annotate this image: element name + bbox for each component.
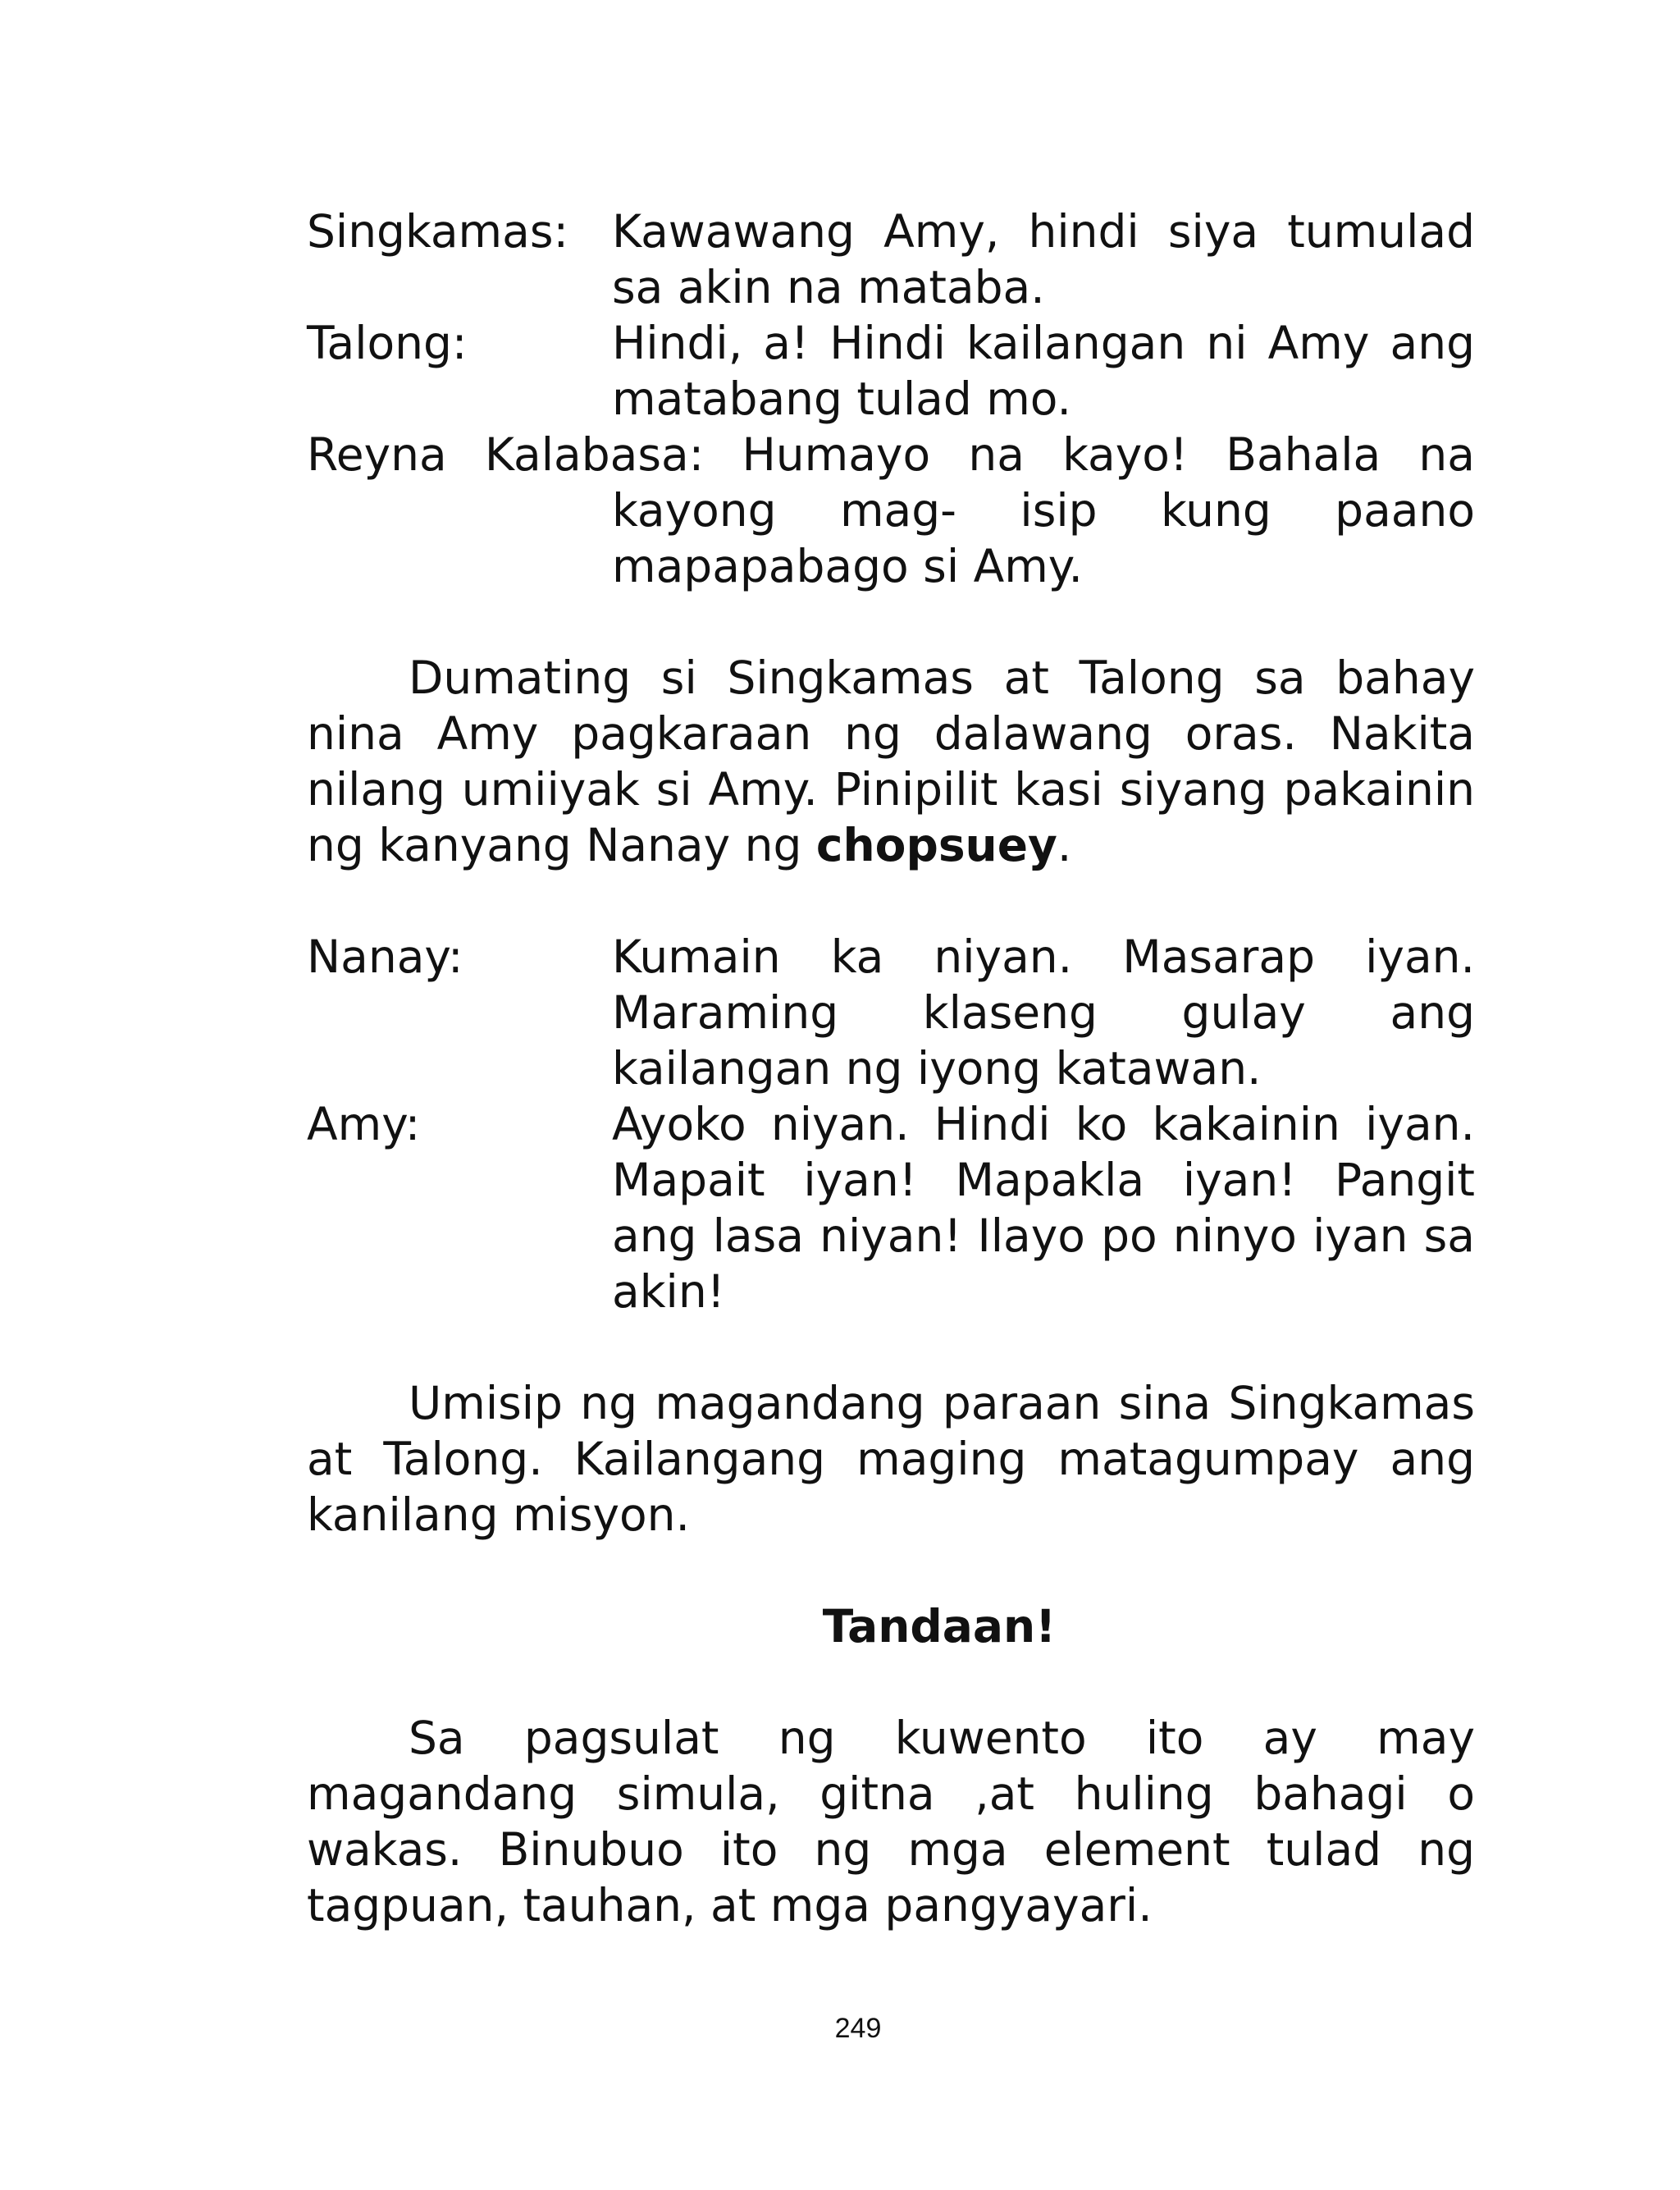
spacer: [307, 873, 1475, 929]
spacer: [307, 1543, 1475, 1598]
dialogue-line-singkamas: [307, 203, 1475, 315]
reyna-second-line: kayong mag- isip kung paano: [612, 484, 1475, 537]
page-content: [307, 203, 1475, 1933]
dialogue-line-talong: [307, 315, 1475, 427]
narrative-paragraph-2: Umisip ng magandang paraan sina Singkamas at Talong. Kailangang maging matagumpay ang kanilang misyon.: [307, 1377, 1475, 1541]
speaker-label: Amy:: [307, 1098, 421, 1150]
page-number: 249: [834, 2013, 882, 2044]
dialogue-line-amy: [307, 1096, 1475, 1319]
spacer: [307, 594, 1475, 650]
bold-keyword: chopsuey: [815, 819, 1057, 871]
spacer: [307, 1319, 1475, 1375]
narrative-paragraph-1: [307, 650, 1475, 873]
speaker-label: Talong:: [307, 317, 468, 369]
speech-text: Hindi, a! Hindi kailangan ni Amy ang matabang tulad mo.: [612, 317, 1475, 425]
speech-text: Kawawang Amy, hindi siya tumulad sa akin na mataba.: [612, 205, 1475, 313]
speech-text: Ayoko niyan. Hindi ko kakainin iyan. Mapait iyan! Mapakla iyan! Pangit ang lasa niyan! Ilayo po ninyo iyan sa akin!: [612, 1098, 1475, 1318]
paragraph-punctuation: .: [1057, 819, 1072, 871]
reyna-first-line: Reyna Kalabasa: Humayo na kayo! Bahala na: [307, 428, 1475, 481]
narrative-paragraph-3: Sa pagsulat ng kuwento ito ay may magandang simula, gitna ,at huling bahagi o wakas. Binubuo ito ng mga element tulad ng tagpuan, tauhan, at mga pangyayari.: [307, 1712, 1475, 1932]
reyna-continuation: [612, 482, 1475, 594]
speaker-label: Singkamas:: [307, 205, 569, 258]
section-heading: Tandaan!: [822, 1600, 1057, 1653]
dialogue-line-nanay: [307, 929, 1475, 1096]
paragraph-text: Dumating si Singkamas at Talong sa bahay nina Amy pagkaraan ng dalawang oras. Nakita nilang umiiyak si Amy. Pinipilit kasi siyang pakainin ng kanyang Nanay ng: [307, 652, 1475, 871]
reyna-third-line: mapapabago si Amy.: [612, 540, 1083, 592]
spacer: [307, 1654, 1475, 1710]
speech-text: Kumain ka niyan. Masarap iyan. Maraming klaseng gulay ang kailangan ng iyong katawan.: [612, 930, 1475, 1095]
speaker-label: Nanay:: [307, 930, 463, 983]
dialogue-line-reyna-kalabasa: [307, 427, 1475, 594]
